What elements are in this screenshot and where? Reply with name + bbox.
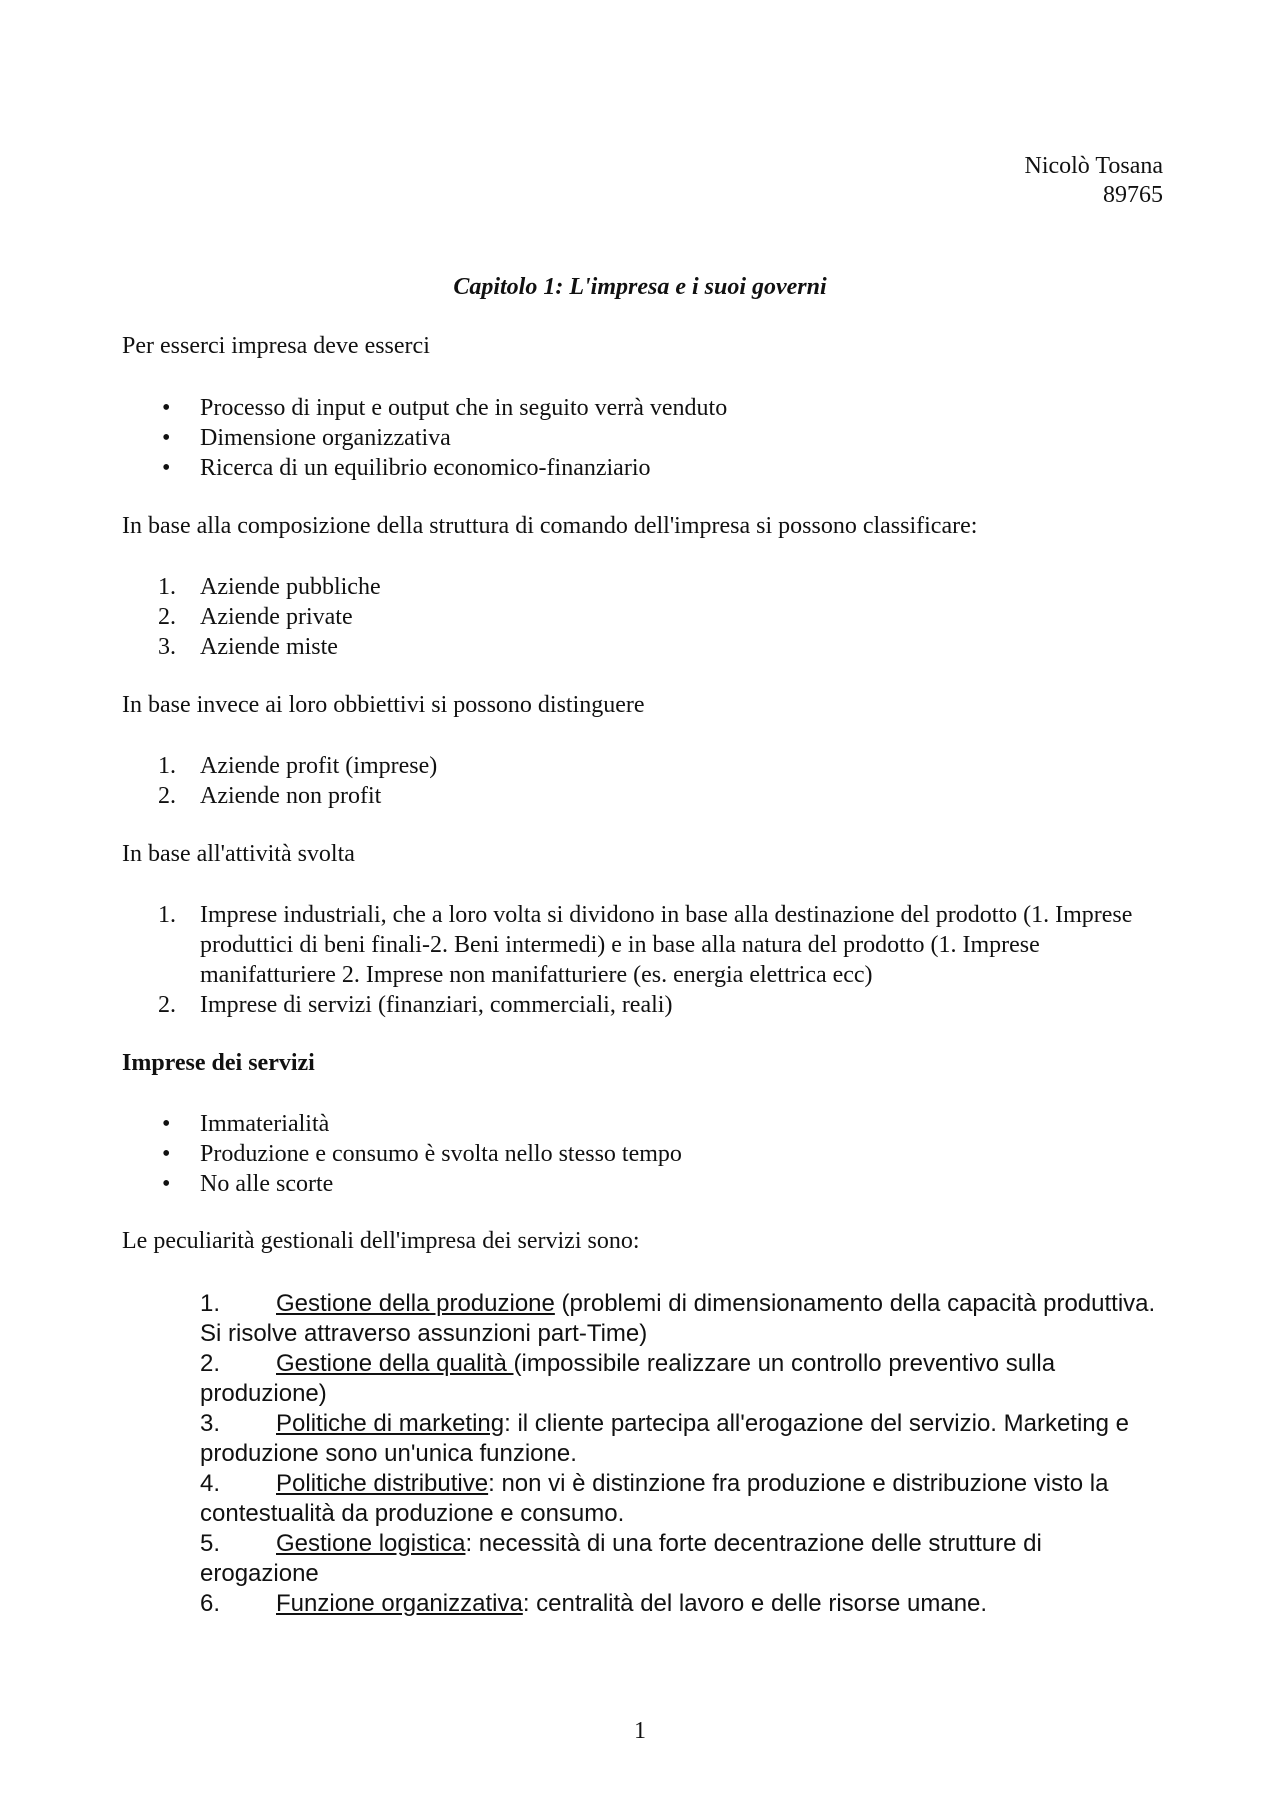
- chapter-title: Capitolo 1: L'impresa e i suoi governi: [453, 274, 827, 300]
- list-item: 1. Gestione della produzione (problemi di dimensionamento della capacità produttiva. Si risolve attraverso assunzioni part-Time): [200, 1290, 1156, 1347]
- list-item: • No alle scorte: [0, 1169, 1280, 1199]
- list-item: 5. Gestione logistica: necessità di una forte decentrazione delle strutture di erogazione: [200, 1530, 1042, 1587]
- activity-list: [0, 900, 1280, 1020]
- activity-paragraph: In base all'attività svolta: [122, 841, 355, 867]
- page-number: 1: [634, 1718, 646, 1744]
- list-item: 6. Funzione organizzativa: centralità del lavoro e delle risorse umane.: [200, 1590, 988, 1617]
- list-item: 2. Gestione della qualità (impossibile realizzare un controllo preventivo sulla produzione): [200, 1350, 1056, 1407]
- goals-paragraph: In base invece ai loro obbiettivi si possono distinguere: [122, 692, 645, 718]
- list-item: 3. Aziende miste: [158, 634, 338, 660]
- list-item: 1. Aziende pubbliche: [158, 574, 381, 600]
- list-item: 2. Aziende non profit: [158, 783, 382, 809]
- command-paragraph: In base alla composizione della struttura di comando dell'impresa si possono classificare:: [122, 513, 978, 539]
- list-item: • Processo di input e output che in seguito verrà venduto: [0, 393, 1280, 423]
- student-id: 89765: [1103, 182, 1163, 208]
- list-item: 1. Imprese industriali, che a loro volta si dividono in base alla destinazione del prodotto (1. Imprese produttici di beni finali-2. Beni intermedi) e in base alla natura del prodotto (1. Imprese manifatturiere 2. Imprese non manifatturiere (es. energia elettrica ecc): [158, 902, 1133, 988]
- list-item: • Ricerca di un equilibrio economico-finanziario: [0, 453, 1280, 483]
- command-list: [0, 572, 1280, 662]
- list-item: 1. Aziende profit (imprese): [158, 753, 438, 779]
- services-traits-list: [0, 1109, 1280, 1199]
- list-item: • Produzione e consumo è svolta nello stesso tempo: [0, 1139, 1280, 1169]
- peculiarities-paragraph: Le peculiarità gestionali dell'impresa dei servizi sono:: [122, 1228, 640, 1254]
- services-heading: Imprese dei servizi: [122, 1050, 315, 1076]
- list-item: • Dimensione organizzativa: [0, 423, 1280, 453]
- peculiarities-list: [200, 1289, 1160, 1619]
- list-item: 3. Politiche di marketing: il cliente partecipa all'erogazione del servizio. Marketing e produzione sono un'unica funzione.: [200, 1410, 1130, 1467]
- list-item: 2. Aziende private: [158, 604, 353, 630]
- author-name: Nicolò Tosana: [1024, 153, 1163, 179]
- goals-list: [0, 751, 1280, 811]
- list-item: 2. Imprese di servizi (finanziari, commerciali, reali): [158, 992, 673, 1018]
- list-item: • Immaterialità: [0, 1109, 1280, 1139]
- intro-paragraph: Per esserci impresa deve esserci: [122, 333, 430, 359]
- list-item: 4. Politiche distributive: non vi è distinzione fra produzione e distribuzione visto la contestualità da produzione e consumo.: [200, 1470, 1109, 1527]
- requirements-list: [0, 393, 1280, 483]
- author-block: [1024, 152, 1163, 210]
